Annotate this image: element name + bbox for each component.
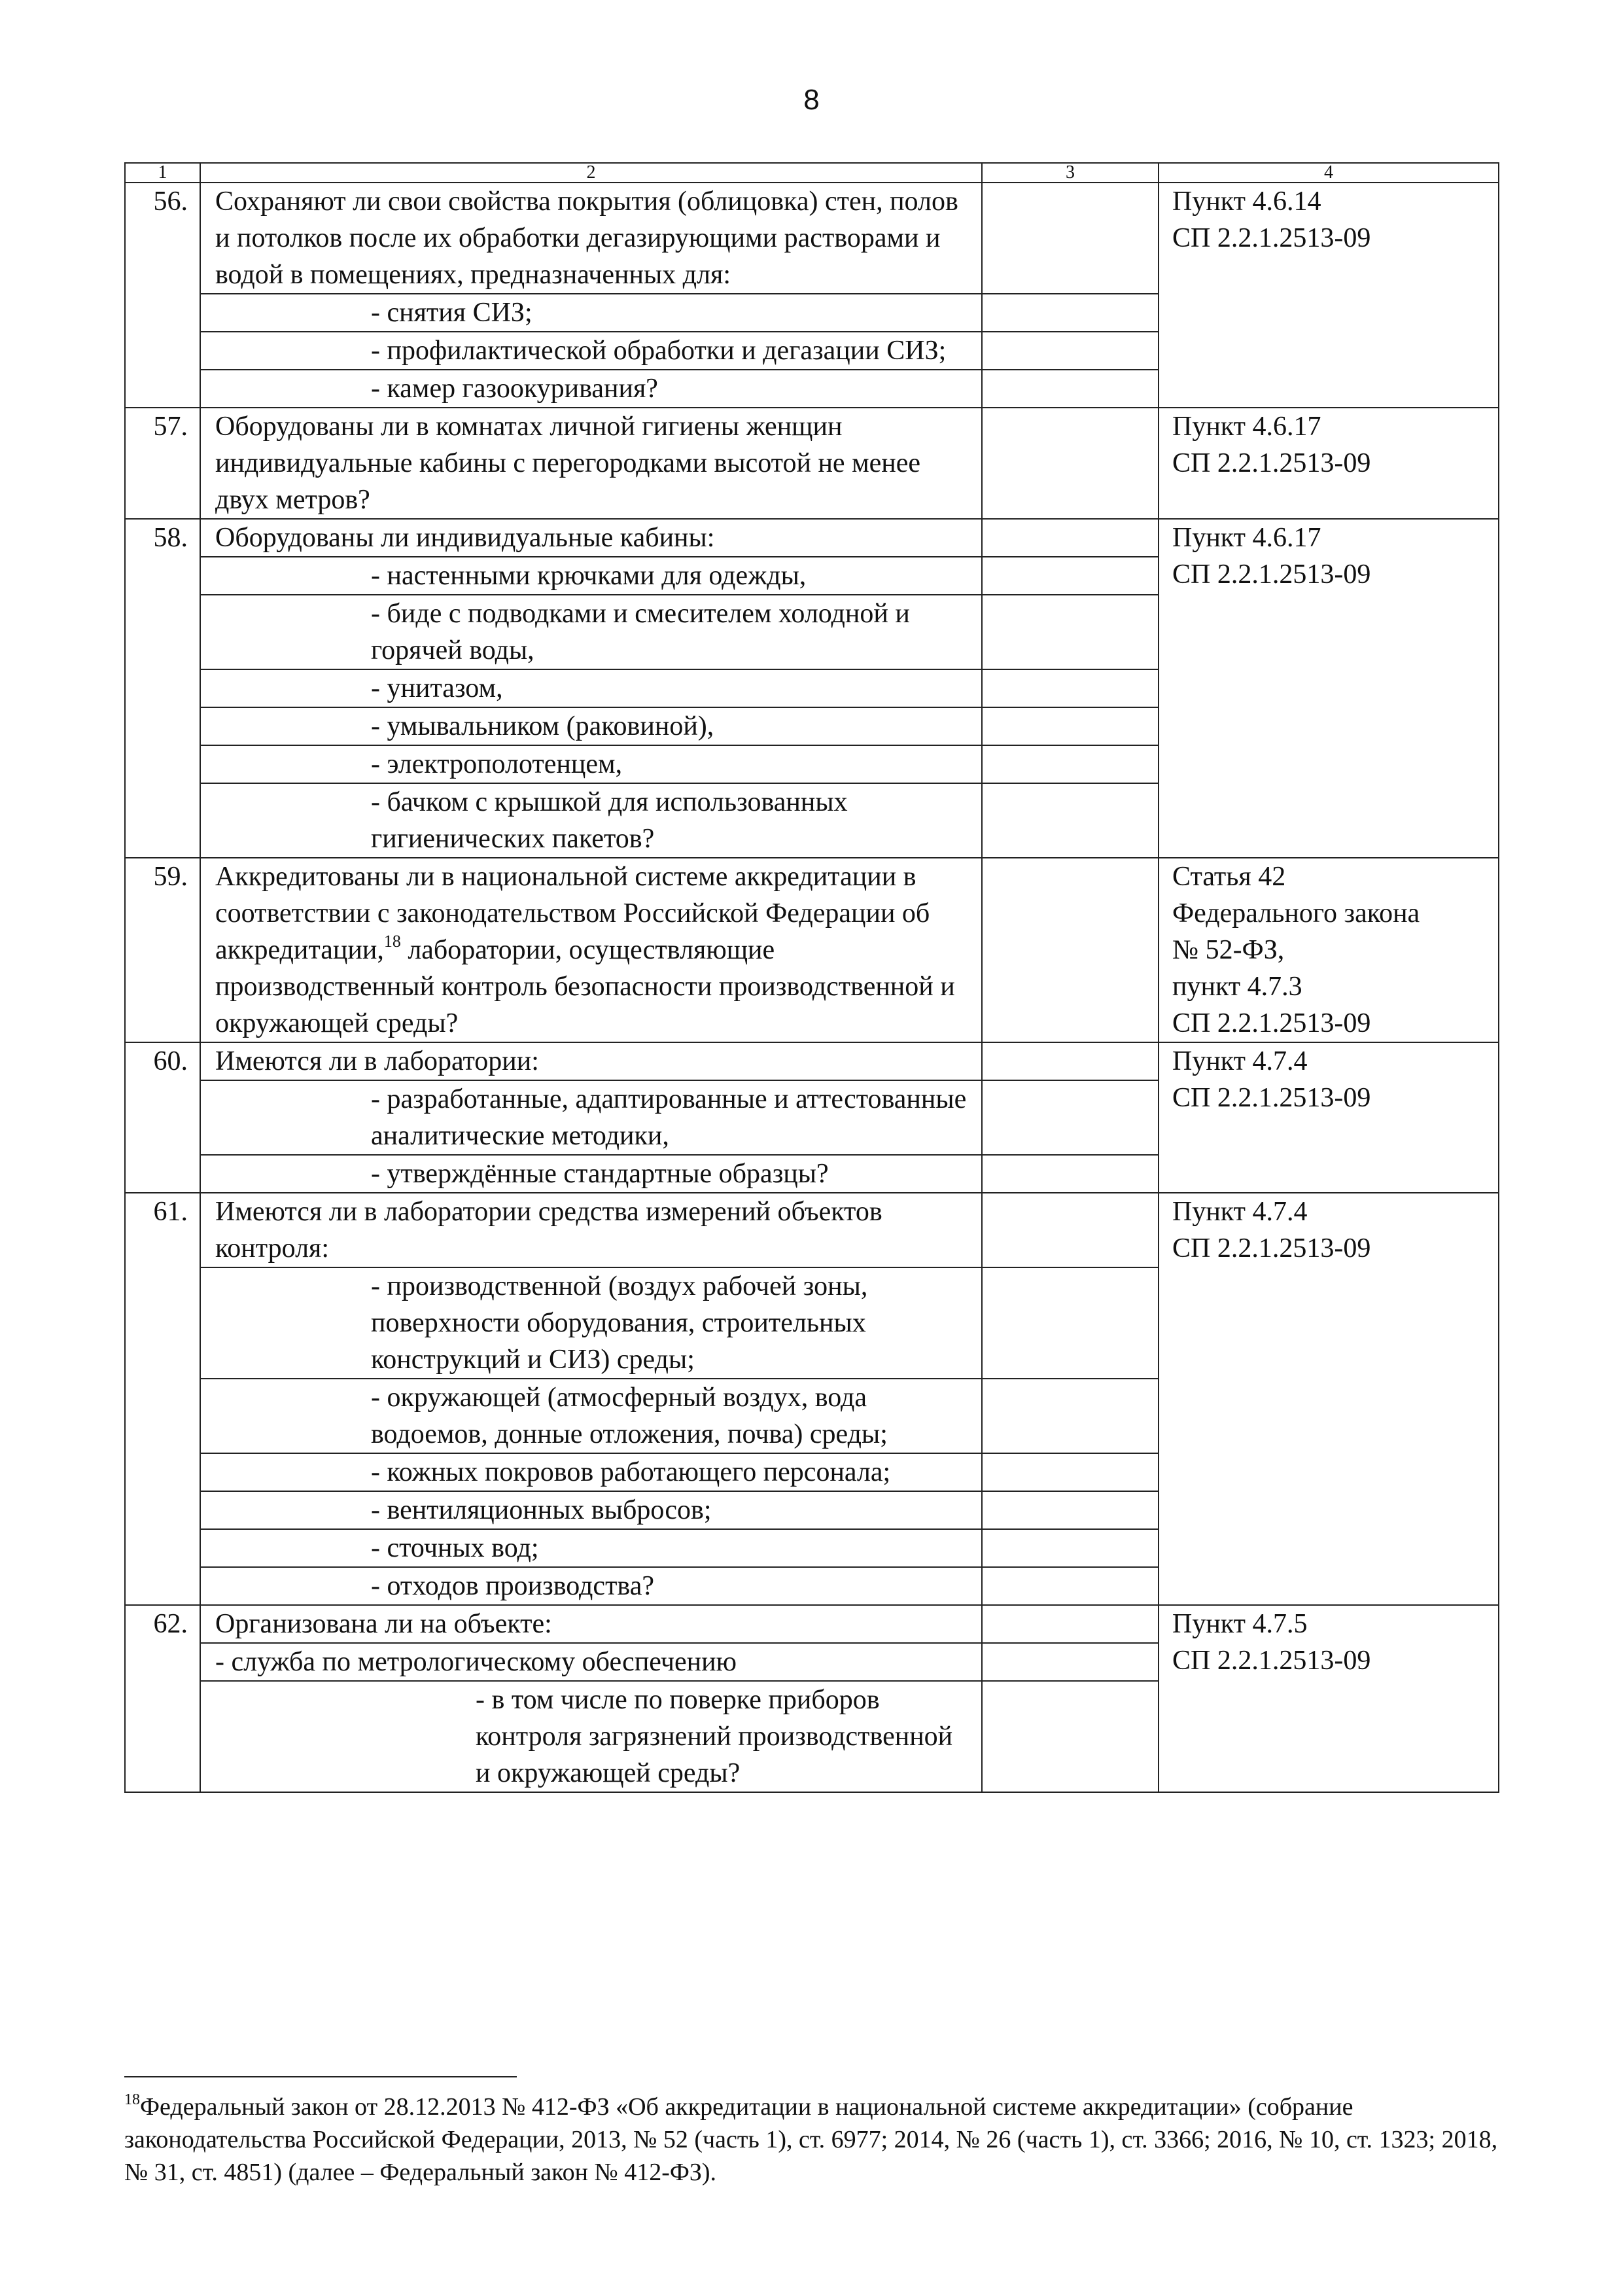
table-row [125, 408, 1499, 519]
question-text: Сохраняют ли свои свойства покрытия (облицовка) стен, полов и потолков после их обработки дегазирующими растворами и водой в помещениях, предназначенных для: [200, 183, 982, 294]
reference-cell [1159, 858, 1499, 1042]
footnote-text: Федеральный закон от 28.12.2013 № 412-ФЗ «Об аккредитации в национальной системе аккредитации» (собрание законодательства Российской Федерации, 2013, № 52 (часть 1), ст. 6977; 2014, № 26 (часть 1), ст. 3366; 2016, № 10, ст. 1323; 2018, № 31, ст. 4851) (далее – Федеральный закон № 412-ФЗ). [124, 2093, 1498, 2186]
table-row [125, 858, 1499, 1042]
header-col-4: 4 [1159, 163, 1499, 183]
sub-item: - в том числе по поверке приборов контроля загрязнений производственной и окружающей среды? [200, 1681, 982, 1792]
header-col-3: 3 [982, 163, 1159, 183]
reference-line: СП 2.2.1.2513-09 [1172, 1008, 1371, 1038]
table-row [125, 519, 1499, 557]
answer-cell [982, 1567, 1159, 1605]
question-text: Имеются ли в лаборатории средства измерений объектов контроля: [200, 1193, 982, 1267]
page-number: 8 [803, 84, 820, 116]
answer-cell [982, 745, 1159, 783]
reference-line: Федерального закона [1172, 898, 1420, 928]
reference-cell [1159, 1042, 1499, 1193]
answer-cell [982, 519, 1159, 557]
question-text: Имеются ли в лаборатории: [200, 1042, 982, 1080]
reference-cell [1159, 1605, 1499, 1792]
table-row [125, 1605, 1499, 1643]
sub-item: - окружающей (атмосферный воздух, вода водоемов, донные отложения, почва) среды; [200, 1379, 982, 1453]
sub-item: - сточных вод; [200, 1529, 982, 1567]
row-number: 60. [125, 1042, 200, 1193]
reference-cell [1159, 408, 1499, 519]
table-row [125, 183, 1499, 294]
sub-item: - настенными крючками для одежды, [200, 557, 982, 595]
row-number: 57. [125, 408, 200, 519]
footnote-number: 18 [124, 2091, 140, 2108]
reference-cell [1159, 183, 1499, 408]
answer-cell [982, 1379, 1159, 1453]
reference-line: СП 2.2.1.2513-09 [1172, 1646, 1371, 1676]
answer-cell [982, 1042, 1159, 1080]
reference-line: СП 2.2.1.2513-09 [1172, 448, 1371, 478]
answer-cell [982, 783, 1159, 858]
reference-cell [1159, 519, 1499, 858]
header-col-1: 1 [125, 163, 200, 183]
reference-line: Пункт 4.6.17 [1172, 523, 1321, 553]
question-text [200, 858, 982, 1042]
answer-cell [982, 1491, 1159, 1529]
question-text-part: Аккредитованы ли в национальной системе аккредитации в соответствии с законодательством Российской Федерации об аккредитации, [215, 862, 930, 965]
sub-item: - камер газоокуривания? [200, 370, 982, 408]
sub-item: - кожных покровов работающего персонала; [200, 1453, 982, 1491]
sub-item: - умывальником (раковиной), [200, 707, 982, 745]
row-number: 59. [125, 858, 200, 1042]
reference-line: СП 2.2.1.2513-09 [1172, 1083, 1371, 1113]
row-number: 61. [125, 1193, 200, 1605]
answer-cell [982, 1193, 1159, 1267]
reference-cell [1159, 1193, 1499, 1605]
answer-cell [982, 183, 1159, 294]
reference-line: СП 2.2.1.2513-09 [1172, 559, 1371, 590]
answer-cell [982, 1080, 1159, 1155]
answer-cell [982, 1681, 1159, 1792]
reference-line: Пункт 4.7.4 [1172, 1197, 1308, 1227]
answer-cell [982, 294, 1159, 332]
sub-item: - разработанные, адаптированные и аттестованные аналитические методики, [200, 1080, 982, 1155]
table-row [125, 1193, 1499, 1267]
answer-cell [982, 669, 1159, 707]
row-number: 62. [125, 1605, 200, 1792]
answer-cell [982, 1267, 1159, 1379]
reference-line: Пункт 4.6.14 [1172, 186, 1321, 217]
row-number: 56. [125, 183, 200, 408]
answer-cell [982, 1529, 1159, 1567]
sub-item: - биде с подводками и смесителем холодной и горячей воды, [200, 595, 982, 669]
answer-cell [982, 557, 1159, 595]
answer-cell [982, 1643, 1159, 1681]
question-text: Оборудованы ли индивидуальные кабины: [200, 519, 982, 557]
header-col-2: 2 [200, 163, 982, 183]
reference-line: Пункт 4.7.4 [1172, 1046, 1308, 1076]
sub-item: - утверждённые стандартные образцы? [200, 1155, 982, 1193]
answer-cell [982, 595, 1159, 669]
reference-line: Статья 42 [1172, 862, 1286, 892]
answer-cell [982, 1155, 1159, 1193]
footnote [124, 2091, 1498, 2189]
sub-item: - производственной (воздух рабочей зоны, поверхности оборудования, строительных конструкций и СИЗ) среды; [200, 1267, 982, 1379]
reference-line: СП 2.2.1.2513-09 [1172, 1233, 1371, 1263]
sub-item: - бачком с крышкой для использованных гигиенических пакетов? [200, 783, 982, 858]
checklist-table [124, 162, 1499, 1793]
reference-line: пункт 4.7.3 [1172, 972, 1302, 1002]
table-header-row [125, 163, 1499, 183]
question-text: Оборудованы ли в комнатах личной гигиены женщин индивидуальные кабины с перегородками высотой не менее двух метров? [200, 408, 982, 519]
row-number: 58. [125, 519, 200, 858]
question-text: Организована ли на объекте: [200, 1605, 982, 1643]
sub-item: - профилактической обработки и дегазации СИЗ; [200, 332, 982, 370]
answer-cell [982, 408, 1159, 519]
answer-cell [982, 370, 1159, 408]
answer-cell [982, 332, 1159, 370]
sub-item: - снятия СИЗ; [200, 294, 982, 332]
footnote-ref: 18 [383, 932, 401, 951]
answer-cell [982, 1453, 1159, 1491]
sub-item: - электрополотенцем, [200, 745, 982, 783]
sub-item: - служба по метрологическому обеспечению [200, 1643, 982, 1681]
reference-line: Пункт 4.6.17 [1172, 412, 1321, 442]
sub-item: - унитазом, [200, 669, 982, 707]
answer-cell [982, 707, 1159, 745]
reference-line: Пункт 4.7.5 [1172, 1609, 1308, 1639]
sub-item: - отходов производства? [200, 1567, 982, 1605]
footnote-separator [124, 2076, 517, 2077]
answer-cell [982, 1605, 1159, 1643]
answer-cell [982, 858, 1159, 1042]
reference-line: № 52-ФЗ, [1172, 935, 1285, 965]
table-row [125, 1042, 1499, 1080]
question-text-part: лаборатории, осуществляющие производственный контроль безопасности производственной и окружающей среды? [215, 935, 955, 1038]
reference-line: СП 2.2.1.2513-09 [1172, 223, 1371, 253]
sub-item: - вентиляционных выбросов; [200, 1491, 982, 1529]
